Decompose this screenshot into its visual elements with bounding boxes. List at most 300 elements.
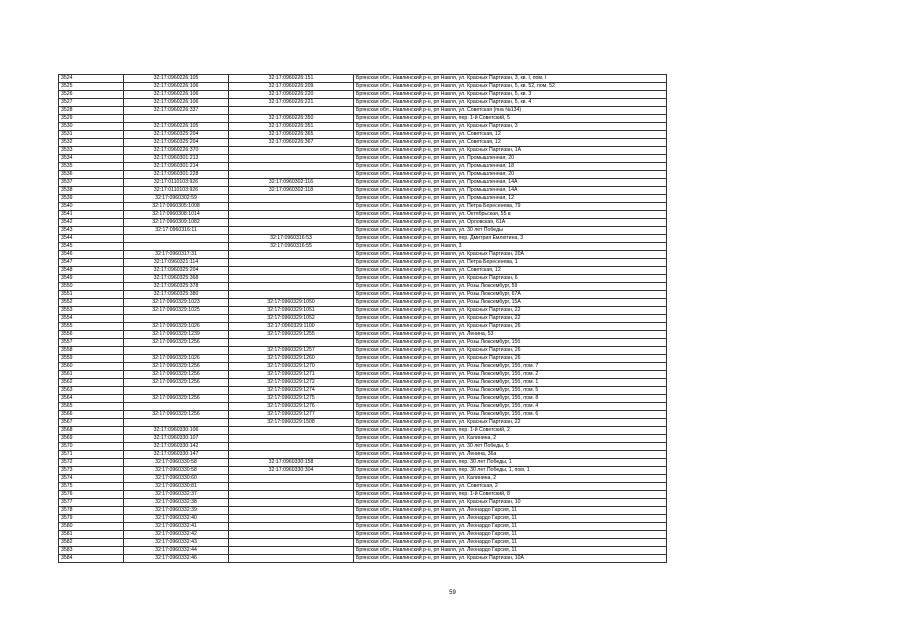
cadastral-number-cell (229, 499, 354, 507)
parent-cadastral-number-cell: 32:17:0960316:11 (124, 227, 229, 235)
parent-cadastral-number-cell: 32:17:0960321:114 (124, 259, 229, 267)
cadastral-number-cell (229, 283, 354, 291)
cadastral-number-cell (229, 275, 354, 283)
table-row (59, 459, 667, 467)
row-number-cell: 3561 (59, 371, 124, 379)
table-row (59, 427, 667, 435)
row-number-cell: 3533 (59, 147, 124, 155)
address-cell: Брянская обл., Навлинский р-н, рп Навля, ул. Леонардо Гарсия, 11 (354, 531, 667, 539)
address-cell: Брянская обл., Навлинский р-н, рп Навля, ул. Красных Партизан, 5, кв. 3 (354, 91, 667, 99)
table-row (59, 243, 667, 251)
parent-cadastral-number-cell: 32:17:0960332:37 (124, 491, 229, 499)
table-row (59, 307, 667, 315)
row-number-cell: 3542 (59, 219, 124, 227)
cadastral-number-cell: 32:17:0960329:1051 (229, 307, 354, 315)
cadastral-number-cell (229, 475, 354, 483)
row-number-cell: 3555 (59, 323, 124, 331)
address-cell: Брянская обл., Навлинский р-н, рп Навля, ул. Промышленная, 18 (354, 163, 667, 171)
cadastral-number-cell (229, 107, 354, 115)
parent-cadastral-number-cell: 32:17:0960325:204 (124, 131, 229, 139)
parent-cadastral-number-cell: 32:17:0960329:1239 (124, 331, 229, 339)
cadastral-number-cell (229, 203, 354, 211)
cadastral-number-cell: 32:17:0960330:158 (229, 459, 354, 467)
parent-cadastral-number-cell: 32:17:0960302:59 (124, 195, 229, 203)
table-row (59, 315, 667, 323)
parent-cadastral-number-cell: 32:17:0960329:1256 (124, 339, 229, 347)
row-number-cell: 3543 (59, 227, 124, 235)
table-row (59, 475, 667, 483)
cadastral-number-cell: 32:17:0960329:1255 (229, 331, 354, 339)
cadastral-number-cell (229, 547, 354, 555)
cadastral-number-cell: 32:17:0960329:1508 (229, 419, 354, 427)
address-cell: Брянская обл., Навлинский р-н, рп Навля, ул. Розы Люксембург, 15б, пом. 6 (354, 411, 667, 419)
cadastral-number-cell: 32:17:0960329:1050 (229, 299, 354, 307)
parent-cadastral-number-cell (124, 115, 229, 123)
cadastral-number-cell (229, 539, 354, 547)
table-row (59, 155, 667, 163)
cadastral-number-cell (229, 451, 354, 459)
table-row (59, 323, 667, 331)
parent-cadastral-number-cell (124, 387, 229, 395)
cadastral-number-cell (229, 523, 354, 531)
cadastral-number-cell: 32:17:0960316:55 (229, 243, 354, 251)
address-cell: Брянская обл., Навлинский р-н, рп Навля, ул. Промышленная, 12 (354, 195, 667, 203)
table-row (59, 395, 667, 403)
address-cell: Брянская обл., Навлинский р-н, рп Навля, ул. Красных Партизан, 26 (354, 347, 667, 355)
parent-cadastral-number-cell: 32:17:0960329:1256 (124, 395, 229, 403)
address-cell: Брянская обл., Навлинский р-н, рп Навля, ул. Красных Партизан, 3, кв. I, пом. I (354, 75, 667, 83)
parent-cadastral-number-cell (124, 347, 229, 355)
table-row (59, 331, 667, 339)
cadastral-number-cell (229, 555, 354, 563)
address-cell: Брянская обл., Навлинский р-н, рп Навля, ул. Леонардо Гарсия, 11 (354, 539, 667, 547)
table-row (59, 291, 667, 299)
cadastral-number-cell (229, 435, 354, 443)
address-cell: Брянская обл., Навлинский р-н, рп Навля, ул. Красных Партизан, 22 (354, 419, 667, 427)
table-row (59, 403, 667, 411)
parent-cadastral-number-cell: 32:17:0960301:228 (124, 171, 229, 179)
address-cell: Брянская обл., Навлинский р-н, рп Навля, ул. Красных Партизан, 22 (354, 315, 667, 323)
parent-cadastral-number-cell: 32:17:0960330:147 (124, 451, 229, 459)
table-row (59, 555, 667, 563)
address-cell: Брянская обл., Навлинский р-н, рп Навля, ул. Розы Люксембург, 15А (354, 299, 667, 307)
table-row (59, 179, 667, 187)
parent-cadastral-number-cell: 32:17:0960332:44 (124, 547, 229, 555)
cadastral-number-cell: 32:17:0960226:220 (229, 91, 354, 99)
table-row (59, 491, 667, 499)
cadastral-number-cell (229, 491, 354, 499)
address-cell: Брянская обл., Навлинский р-н, рп Навля, ул. Красных Партизан, 20А (354, 251, 667, 259)
address-cell: Брянская обл., Навлинский р-н, рп Навля, ул. Советская, 12 (354, 139, 667, 147)
table-row (59, 451, 667, 459)
table-row (59, 251, 667, 259)
row-number-cell: 3553 (59, 307, 124, 315)
row-number-cell: 3574 (59, 475, 124, 483)
row-number-cell: 3531 (59, 131, 124, 139)
row-number-cell: 3526 (59, 91, 124, 99)
address-cell: Брянская обл., Навлинский р-н, рп Навля, ул. Промышленная, 14А (354, 187, 667, 195)
parent-cadastral-number-cell: 32:17:0960301:213 (124, 155, 229, 163)
parent-cadastral-number-cell: 32:17:0110103:926 (124, 187, 229, 195)
address-cell: Брянская обл., Навлинский р-н, рп Навля, ул. Советская, 12 (354, 131, 667, 139)
address-cell: Брянская обл., Навлинский р-н, рп Навля, ул. Октябрьская, 55 в (354, 211, 667, 219)
row-number-cell: 3573 (59, 467, 124, 475)
address-cell: Брянская обл., Навлинский р-н, рп Навля, ул. Петра Бересенева, 1 (354, 259, 667, 267)
table-row (59, 379, 667, 387)
row-number-cell: 3577 (59, 499, 124, 507)
table-row (59, 147, 667, 155)
address-cell: Брянская обл., Навлинский р-н, рп Навля, ул. Красных Партизан, 3 (354, 123, 667, 131)
row-number-cell: 3536 (59, 171, 124, 179)
address-cell: Брянская обл., Навлинский р-н, рп Навля, ул. Промышленная, 14А (354, 179, 667, 187)
address-cell: Брянская обл., Навлинский р-н, рп Навля, пер. 1-й Советский, 5 (354, 115, 667, 123)
address-cell: Брянская обл., Навлинский р-н, рп Навля, ул. 30 лет Победы, 5 (354, 443, 667, 451)
address-cell: Брянская обл., Навлинский р-н, рп Навля, ул. Орловская, 61А (354, 219, 667, 227)
address-cell: Брянская обл., Навлинский р-н, рп Навля, ул. Советская, 2 (354, 483, 667, 491)
parent-cadastral-number-cell: 32:17:0960226:105 (124, 123, 229, 131)
table-row (59, 139, 667, 147)
cadastral-number-cell (229, 483, 354, 491)
row-number-cell: 3539 (59, 195, 124, 203)
cadastral-number-cell (229, 163, 354, 171)
cadastral-number-cell: 32:17:0960330:304 (229, 467, 354, 475)
row-number-cell: 3584 (59, 555, 124, 563)
table-body (59, 75, 667, 563)
parent-cadastral-number-cell: 32:17:0960330:58 (124, 459, 229, 467)
cadastral-number-cell (229, 259, 354, 267)
parent-cadastral-number-cell (124, 419, 229, 427)
cadastral-number-cell: 32:17:0960329:1277 (229, 411, 354, 419)
address-cell: Брянская обл., Навлинский р-н, рп Навля, ул. Красных Партизан, 26 (354, 355, 667, 363)
cadastral-number-cell: 32:17:0960226:365 (229, 131, 354, 139)
address-cell: Брянская обл., Навлинский р-н, рп Навля, ул. Розы Люксембург, 15б, пом. 4 (354, 403, 667, 411)
row-number-cell: 3583 (59, 547, 124, 555)
row-number-cell: 3559 (59, 355, 124, 363)
row-number-cell: 3556 (59, 331, 124, 339)
row-number-cell: 3554 (59, 315, 124, 323)
cadastral-number-cell: 32:17:0960302:118 (229, 187, 354, 195)
row-number-cell: 3572 (59, 459, 124, 467)
cadastral-number-cell: 32:17:0960329:1257 (229, 347, 354, 355)
row-number-cell: 3530 (59, 123, 124, 131)
parent-cadastral-number-cell: 32:17:0960329:1025 (124, 307, 229, 315)
cadastral-number-cell: 32:17:0960226:350 (229, 115, 354, 123)
parent-cadastral-number-cell (124, 315, 229, 323)
parent-cadastral-number-cell: 32:17:0960226:370 (124, 147, 229, 155)
cadastral-number-cell (229, 171, 354, 179)
row-number-cell: 3567 (59, 419, 124, 427)
cadastral-number-cell (229, 219, 354, 227)
table-row (59, 443, 667, 451)
table-row (59, 275, 667, 283)
parent-cadastral-number-cell: 32:17:0960330:58 (124, 467, 229, 475)
address-cell: Брянская обл., Навлинский р-н, рп Навля, ул. 30 лет Победы (354, 227, 667, 235)
row-number-cell: 3540 (59, 203, 124, 211)
table-row (59, 467, 667, 475)
table-row (59, 531, 667, 539)
parent-cadastral-number-cell: 32:17:0960226:106 (124, 99, 229, 107)
page-number: 59 (449, 590, 456, 596)
address-cell: Брянская обл., Навлинский р-н, рп Навля, ул. Леонардо Гарсия, 11 (354, 523, 667, 531)
table-row (59, 219, 667, 227)
address-cell: Брянская обл., Навлинский р-н, рп Навля, ул. Петра Бересенева, 79 (354, 203, 667, 211)
cadastral-number-cell (229, 211, 354, 219)
table-row (59, 363, 667, 371)
parent-cadastral-number-cell: 32:17:0960332:38 (124, 499, 229, 507)
table-row (59, 123, 667, 131)
cadastral-number-cell: 32:17:0960226:351 (229, 123, 354, 131)
row-number-cell: 3534 (59, 155, 124, 163)
parent-cadastral-number-cell: 32:17:0960329:1026 (124, 323, 229, 331)
cadastral-number-cell: 32:17:0960329:1052 (229, 315, 354, 323)
row-number-cell: 3569 (59, 435, 124, 443)
parent-cadastral-number-cell: 32:17:0960332:41 (124, 523, 229, 531)
table-row (59, 211, 667, 219)
cadastral-number-cell (229, 267, 354, 275)
cadastral-number-cell (229, 515, 354, 523)
row-number-cell: 3579 (59, 515, 124, 523)
cadastral-number-cell (229, 443, 354, 451)
address-cell: Брянская обл., Навлинский р-н, рп Навля, ул. Розы Люксембург, 15б (354, 339, 667, 347)
cadastral-number-cell: 32:17:0960329:1275 (229, 395, 354, 403)
row-number-cell: 3571 (59, 451, 124, 459)
row-number-cell: 3532 (59, 139, 124, 147)
table-row (59, 203, 667, 211)
parent-cadastral-number-cell: 32:17:0960301:214 (124, 163, 229, 171)
row-number-cell: 3578 (59, 507, 124, 515)
address-cell: Брянская обл., Навлинский р-н, рп Навля, ул. Розы Люксембург, 15б, пом. 2 (354, 371, 667, 379)
cadastral-number-cell (229, 507, 354, 515)
table-row (59, 283, 667, 291)
address-cell: Брянская обл., Навлинский р-н, рп Навля, ул. Розы Люксембург, 15б, пом. 8 (354, 395, 667, 403)
parent-cadastral-number-cell: 32:17:0960329:1026 (124, 355, 229, 363)
parent-cadastral-number-cell (124, 235, 229, 243)
cadastral-number-cell (229, 147, 354, 155)
address-cell: Брянская обл., Навлинский р-н, рп Навля, ул. Розы Люксембург, 59 (354, 283, 667, 291)
row-number-cell: 3557 (59, 339, 124, 347)
row-number-cell: 3560 (59, 363, 124, 371)
row-number-cell: 3548 (59, 267, 124, 275)
table-row (59, 411, 667, 419)
parent-cadastral-number-cell: 32:17:0960226:106 (124, 83, 229, 91)
cadastral-number-cell: 32:17:0960329:1274 (229, 387, 354, 395)
parent-cadastral-number-cell: 32:17:0960329:1256 (124, 411, 229, 419)
row-number-cell: 3529 (59, 115, 124, 123)
table-row (59, 499, 667, 507)
table-row (59, 419, 667, 427)
table-row (59, 99, 667, 107)
table-row (59, 83, 667, 91)
parent-cadastral-number-cell: 32:17:0960309:1082 (124, 219, 229, 227)
table-row (59, 483, 667, 491)
table-row (59, 507, 667, 515)
address-cell: Брянская обл., Навлинский р-н, рп Навля, ул. Розы Люксембург, 15б, пом. 7 (354, 363, 667, 371)
parent-cadastral-number-cell: 32:17:0960329:1256 (124, 379, 229, 387)
parent-cadastral-number-cell: 32:17:0960330:60 (124, 475, 229, 483)
address-cell: Брянская обл., Навлинский р-н, рп Навля, ул. Ленина, 36а (354, 451, 667, 459)
parent-cadastral-number-cell: 32:17:0960226:105 (124, 75, 229, 83)
cadastral-number-cell: 32:17:0960302:116 (229, 179, 354, 187)
address-cell: Брянская обл., Навлинский р-н, рп Навля, 3 (354, 243, 667, 251)
cadastral-number-cell (229, 251, 354, 259)
table-row (59, 539, 667, 547)
parent-cadastral-number-cell: 32:17:0960325:204 (124, 139, 229, 147)
parent-cadastral-number-cell: 32:17:0960332:39 (124, 507, 229, 515)
cadastral-number-cell (229, 291, 354, 299)
address-cell: Брянская обл., Навлинский р-н, рп Навля, ул. Красных Партизан, 10А (354, 555, 667, 563)
cadastral-number-cell: 32:17:0960226:151 (229, 75, 354, 83)
table-row (59, 115, 667, 123)
address-cell: Брянская обл., Навлинский р-н, рп Навля, ул. Советская (пна №134) (354, 107, 667, 115)
address-cell: Брянская обл., Навлинский р-н, рп Навля, пер. 1-й Советский, 2 (354, 427, 667, 435)
parent-cadastral-number-cell: 32:17:0960325:204 (124, 267, 229, 275)
address-cell: Брянская обл., Навлинский р-н, рп Навля, ул. Красных Партизан, 5, кв. 52, пом. 52 (354, 83, 667, 91)
parent-cadastral-number-cell: 32:17:0960226:337 (124, 107, 229, 115)
address-cell: Брянская обл., Навлинский р-н, рп Навля, ул. Леонардо Гарсия, 11 (354, 547, 667, 555)
table-row (59, 371, 667, 379)
cadastral-number-cell: 32:17:0960329:1270 (229, 363, 354, 371)
cadastral-number-cell: 32:17:0960226:221 (229, 99, 354, 107)
row-number-cell: 3580 (59, 523, 124, 531)
table-row (59, 355, 667, 363)
table-row (59, 227, 667, 235)
row-number-cell: 3528 (59, 107, 124, 115)
cadastral-number-cell (229, 155, 354, 163)
row-number-cell: 3582 (59, 539, 124, 547)
cadastral-number-cell (229, 427, 354, 435)
row-number-cell: 3525 (59, 83, 124, 91)
address-cell: Брянская обл., Навлинский р-н, рп Навля, ул. Советская, 12 (354, 267, 667, 275)
address-cell: Брянская обл., Навлинский р-н, рп Навля, ул. Леонардо Гарсия, 11 (354, 515, 667, 523)
address-cell: Брянская обл., Навлинский р-н, рп Навля, ул. Красных Партизан, 5, кв. 4 (354, 99, 667, 107)
row-number-cell: 3581 (59, 531, 124, 539)
parent-cadastral-number-cell: 32:17:0960332:40 (124, 515, 229, 523)
table-row (59, 387, 667, 395)
parent-cadastral-number-cell: 32:17:0960330:142 (124, 443, 229, 451)
table-row (59, 91, 667, 99)
row-number-cell: 3551 (59, 291, 124, 299)
address-cell: Брянская обл., Навлинский р-н, рп Навля, ул. Калинина, 2 (354, 435, 667, 443)
table-row (59, 435, 667, 443)
parent-cadastral-number-cell: 32:17:0960317:31 (124, 251, 229, 259)
row-number-cell: 3568 (59, 427, 124, 435)
parent-cadastral-number-cell (124, 403, 229, 411)
row-number-cell: 3524 (59, 75, 124, 83)
address-cell: Брянская обл., Навлинский р-н, рп Навля, пер. Дмитрия Емлютина, 3 (354, 235, 667, 243)
table-row (59, 259, 667, 267)
address-cell: Брянская обл., Навлинский р-н, рп Навля, ул. Розы Люксембург, 67А (354, 291, 667, 299)
row-number-cell: 3565 (59, 403, 124, 411)
parent-cadastral-number-cell: 32:17:0960329:1256 (124, 363, 229, 371)
address-cell: Брянская обл., Навлинский р-н, рп Навля, ул. Розы Люксембург, 15б, пом. 5 (354, 387, 667, 395)
table-row (59, 163, 667, 171)
parent-cadastral-number-cell: 32:17:0960325:378 (124, 283, 229, 291)
row-number-cell: 3535 (59, 163, 124, 171)
table-row (59, 299, 667, 307)
row-number-cell: 3538 (59, 187, 124, 195)
address-cell: Брянская обл., Навлинский р-н, рп Навля, ул. Красных Партизан, 10 (354, 499, 667, 507)
parent-cadastral-number-cell: 32:17:0960330:106 (124, 427, 229, 435)
row-number-cell: 3570 (59, 443, 124, 451)
parent-cadastral-number-cell: 32:17:0960332:46 (124, 555, 229, 563)
row-number-cell: 3541 (59, 211, 124, 219)
address-cell: Брянская обл., Навлинский р-н, рп Навля, ул. Промышленная, 20 (354, 155, 667, 163)
cadastral-number-cell: 32:17:0960329:1276 (229, 403, 354, 411)
row-number-cell: 3549 (59, 275, 124, 283)
address-cell: Брянская обл., Навлинский р-н, рп Навля, ул. Красных Партизан, 26 (354, 323, 667, 331)
table-row (59, 235, 667, 243)
address-cell: Брянская обл., Навлинский р-н, рп Навля, пер. 1-й Советский, 8 (354, 491, 667, 499)
address-cell: Брянская обл., Навлинский р-н, рп Навля, пер. 30 лет Победы, 1, пом. 1 (354, 467, 667, 475)
table-row (59, 131, 667, 139)
cadastral-number-cell (229, 531, 354, 539)
row-number-cell: 3527 (59, 99, 124, 107)
address-cell: Брянская обл., Навлинский р-н, рп Навля, ул. Розы Люксембург, 15б, пом. 1 (354, 379, 667, 387)
row-number-cell: 3537 (59, 179, 124, 187)
cadastral-number-cell: 32:17:0960329:1100 (229, 323, 354, 331)
cadastral-table (58, 74, 667, 563)
row-number-cell: 3550 (59, 283, 124, 291)
table-row (59, 347, 667, 355)
table-row (59, 75, 667, 83)
address-cell: Брянская обл., Навлинский р-н, рп Навля, ул. Красных Партизан, 1А (354, 147, 667, 155)
cadastral-number-cell: 32:17:0960226:209 (229, 83, 354, 91)
parent-cadastral-number-cell: 32:17:0960226:106 (124, 91, 229, 99)
parent-cadastral-number-cell: 32:17:0960305:1008 (124, 203, 229, 211)
row-number-cell: 3552 (59, 299, 124, 307)
table-row (59, 515, 667, 523)
parent-cadastral-number-cell: 32:17:0960332:43 (124, 539, 229, 547)
parent-cadastral-number-cell: 32:17:0960325:380 (124, 291, 229, 299)
row-number-cell: 3564 (59, 395, 124, 403)
row-number-cell: 3546 (59, 251, 124, 259)
address-cell: Брянская обл., Навлинский р-н, рп Навля, ул. Красных Партизан, 6 (354, 275, 667, 283)
cadastral-number-cell: 32:17:0960226:367 (229, 139, 354, 147)
parent-cadastral-number-cell: 32:17:0960329:1256 (124, 371, 229, 379)
parent-cadastral-number-cell: 32:17:0960332:42 (124, 531, 229, 539)
table-row (59, 547, 667, 555)
parent-cadastral-number-cell: 32:17:0960329:1023 (124, 299, 229, 307)
cadastral-number-cell: 32:17:0960329:1260 (229, 355, 354, 363)
table-row (59, 171, 667, 179)
row-number-cell: 3575 (59, 483, 124, 491)
parent-cadastral-number-cell: 32:17:0960308:1014 (124, 211, 229, 219)
table-row (59, 267, 667, 275)
row-number-cell: 3566 (59, 411, 124, 419)
row-number-cell: 3558 (59, 347, 124, 355)
address-cell: Брянская обл., Навлинский р-н, рп Навля, ул. Леонардо Гарсия, 11 (354, 507, 667, 515)
table-row (59, 523, 667, 531)
parent-cadastral-number-cell: 32:17:0110103:926 (124, 179, 229, 187)
address-cell: Брянская обл., Навлинский р-н, рп Навля, ул. Промышленная, 20 (354, 171, 667, 179)
address-cell: Брянская обл., Навлинский р-н, рп Навля, ул. Красных Партизан, 22 (354, 307, 667, 315)
parent-cadastral-number-cell: 32:17:0960325:368 (124, 275, 229, 283)
address-cell: Брянская обл., Навлинский р-н, рп Навля, ул. Калинина, 2 (354, 475, 667, 483)
row-number-cell: 3576 (59, 491, 124, 499)
cadastral-number-cell: 32:17:0960329:1271 (229, 371, 354, 379)
parent-cadastral-number-cell: 32:17:0960330:107 (124, 435, 229, 443)
cadastral-number-cell: 32:17:0960316:53 (229, 235, 354, 243)
row-number-cell: 3562 (59, 379, 124, 387)
table-row (59, 339, 667, 347)
table-row (59, 195, 667, 203)
cadastral-number-cell (229, 339, 354, 347)
table-row (59, 107, 667, 115)
row-number-cell: 3545 (59, 243, 124, 251)
cadastral-number-cell (229, 195, 354, 203)
table-row (59, 187, 667, 195)
cadastral-number-cell (229, 227, 354, 235)
